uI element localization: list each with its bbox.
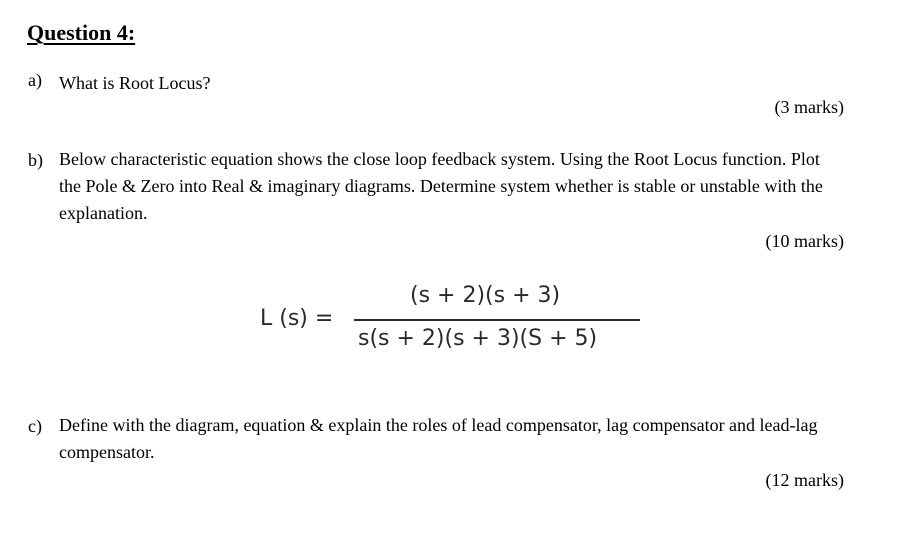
question-b-marks: (10 marks) [765,231,844,251]
question-heading: Question 4: [27,20,136,45]
question-b-letter: b) [28,150,43,170]
equation-lhs: L (s) = [260,306,334,331]
question-a-text: What is Root Locus? [59,73,211,93]
equation-numerator: (s + 2)(s + 3) [410,283,561,308]
question-b-text: Below characteristic equation shows the close loop feedback system. Using the Root Locus function. Plot the Pole & Zero into Real & imaginary diagrams. Determine system whether is stable or unstable with the explanation. [59,149,823,223]
question-c-marks: (12 marks) [765,470,844,490]
fraction-bar [354,319,640,321]
question-c-letter: c) [28,416,42,436]
question-c-text: Define with the diagram, equation & explain the roles of lead compensator, lag compensator and lead-lag compensator. [59,415,818,462]
question-a-marks: (3 marks) [774,97,844,117]
equation-denominator: s(s + 2)(s + 3)(S + 5) [358,326,598,351]
question-a-letter: a) [28,70,42,90]
